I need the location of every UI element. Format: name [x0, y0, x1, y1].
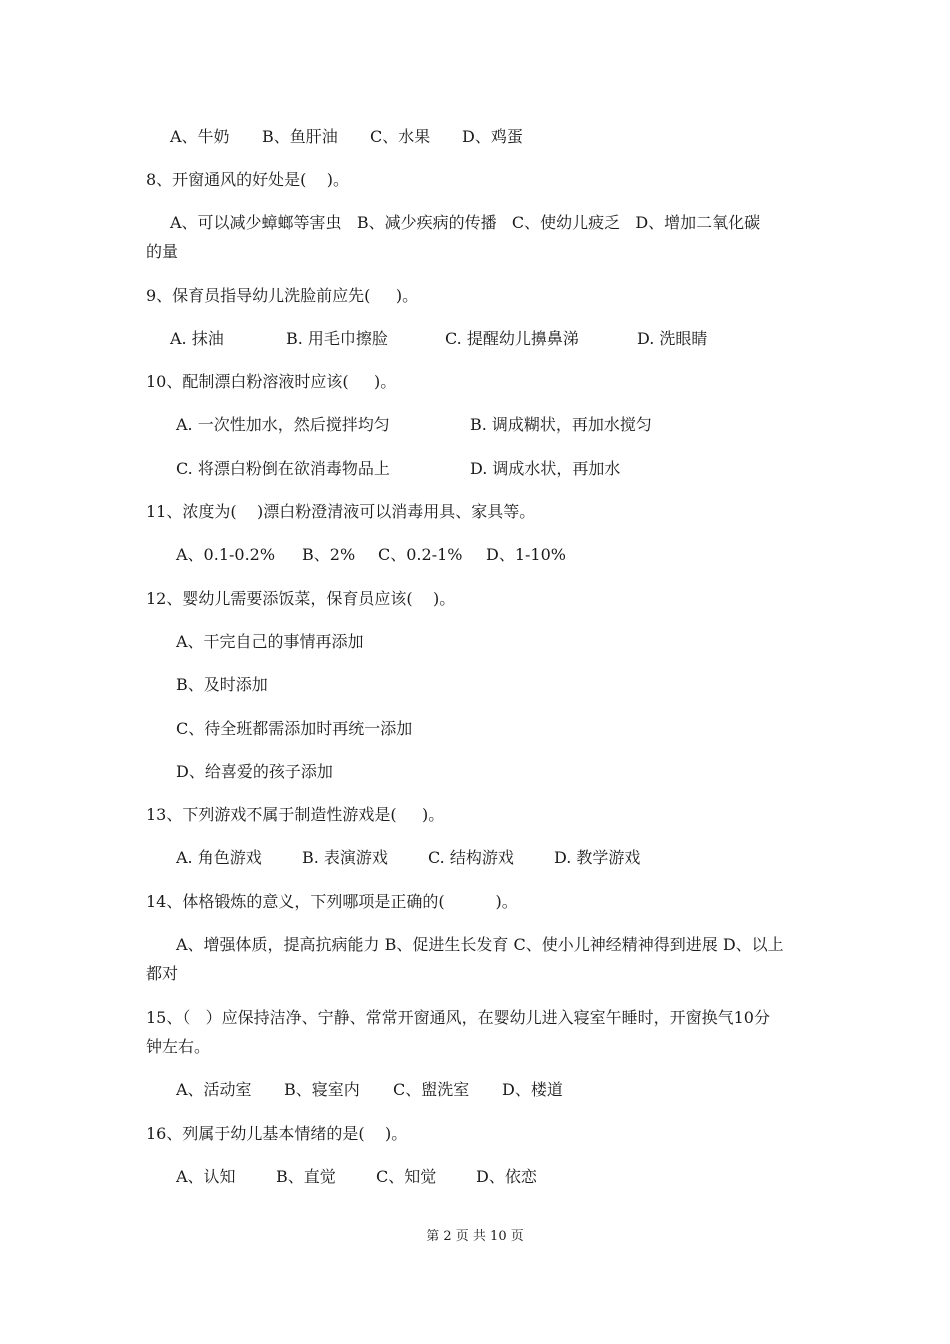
- q10-option-c: C. 将漂白粉倒在欲消毒物品上: [176, 459, 390, 478]
- q9-option-d: D. 洗眼睛: [637, 329, 708, 348]
- q9-stem: 9、保育员指导幼儿洗脸前应先( )。: [146, 286, 419, 305]
- q8-stem: 8、开窗通风的好处是( )。: [146, 170, 350, 189]
- q15-option-d: D、楼道: [502, 1080, 563, 1099]
- q7-option-a: A、牛奶: [170, 127, 230, 146]
- q8-options-cont: 的量: [146, 242, 179, 261]
- q15-options: [176, 1080, 563, 1100]
- q11-option-c: C、0.2-1%: [378, 545, 463, 564]
- q12-stem: 12、婴幼儿需要添饭菜，保育员应该( )。: [146, 589, 456, 608]
- q11-stem: 11、浓度为( )漂白粉澄清液可以消毒用具、家具等。: [146, 502, 536, 521]
- q16-options: [176, 1167, 537, 1187]
- q10-options-row2: [176, 459, 620, 479]
- q10-option-a: A. 一次性加水，然后搅拌均匀: [176, 415, 390, 434]
- q13-option-b: B. 表演游戏: [302, 848, 388, 867]
- q13-stem: 13、下列游戏不属于制造性游戏是( )。: [146, 805, 445, 824]
- q14-stem: 14、体格锻炼的意义，下列哪项是正确的( )。: [146, 892, 518, 911]
- q13-option-d: D. 教学游戏: [554, 848, 641, 867]
- q15-stem-cont: 钟左右。: [146, 1037, 211, 1056]
- q16-stem: 16、列属于幼儿基本情绪的是( )。: [146, 1124, 408, 1143]
- q15-option-a: A、活动室: [176, 1080, 252, 1099]
- q11-option-b: B、2%: [302, 545, 356, 564]
- q16-option-b: B、直觉: [276, 1167, 336, 1186]
- q16-option-d: D、依恋: [476, 1167, 537, 1186]
- q12-option-d: D、给喜爱的孩子添加: [176, 762, 333, 781]
- q9-options: [170, 329, 707, 349]
- q11-option-a: A、0.1-0.2%: [176, 545, 276, 564]
- q10-option-d: D. 调成水状，再加水: [470, 459, 621, 478]
- q7-option-c: C、水果: [370, 127, 431, 146]
- q11-options: [176, 545, 566, 565]
- q14-options: A、增强体质，提高抗病能力 B、促进生长发育 C、使小儿神经精神得到进展 D、以上: [176, 935, 784, 954]
- q8-options: A、可以减少蟑螂等害虫 B、减少疾病的传播 C、使幼儿疲乏 D、增加二氧化碳: [170, 213, 761, 232]
- q12-option-b: B、及时添加: [176, 675, 268, 694]
- q12-option-c: C、待全班都需添加时再统一添加: [176, 719, 413, 738]
- q13-option-c: C. 结构游戏: [428, 848, 514, 867]
- q13-option-a: A. 角色游戏: [176, 848, 262, 867]
- q7-option-b: B、鱼肝油: [262, 127, 338, 146]
- q9-option-b: B. 用毛巾擦脸: [286, 329, 388, 348]
- q15-option-b: B、寝室内: [284, 1080, 360, 1099]
- q10-options-row1: [176, 415, 652, 435]
- q7-option-d: D、鸡蛋: [462, 127, 523, 146]
- q13-options: [176, 848, 640, 868]
- q15-option-c: C、盥洗室: [393, 1080, 470, 1099]
- q7-options: [170, 127, 523, 147]
- q9-option-a: A. 抹油: [170, 329, 224, 348]
- q16-option-a: A、认知: [176, 1167, 236, 1186]
- q10-stem: 10、配制漂白粉溶液时应该( )。: [146, 372, 397, 391]
- q15-stem: 15、（ ）应保持洁净、宁静、常常开窗通风，在婴幼儿进入寝室午睡时，开窗换气10分: [146, 1008, 770, 1027]
- q11-option-d: D、1-10%: [486, 545, 566, 564]
- q16-option-c: C、知觉: [376, 1167, 437, 1186]
- q10-option-b: B. 调成糊状，再加水搅匀: [470, 415, 652, 434]
- q14-options-cont: 都对: [146, 964, 179, 983]
- q9-option-c: C. 提醒幼儿擤鼻涕: [445, 329, 579, 348]
- page-footer: 第 2 页 共 10 页: [426, 1229, 524, 1244]
- q12-option-a: A、干完自己的事情再添加: [176, 632, 364, 651]
